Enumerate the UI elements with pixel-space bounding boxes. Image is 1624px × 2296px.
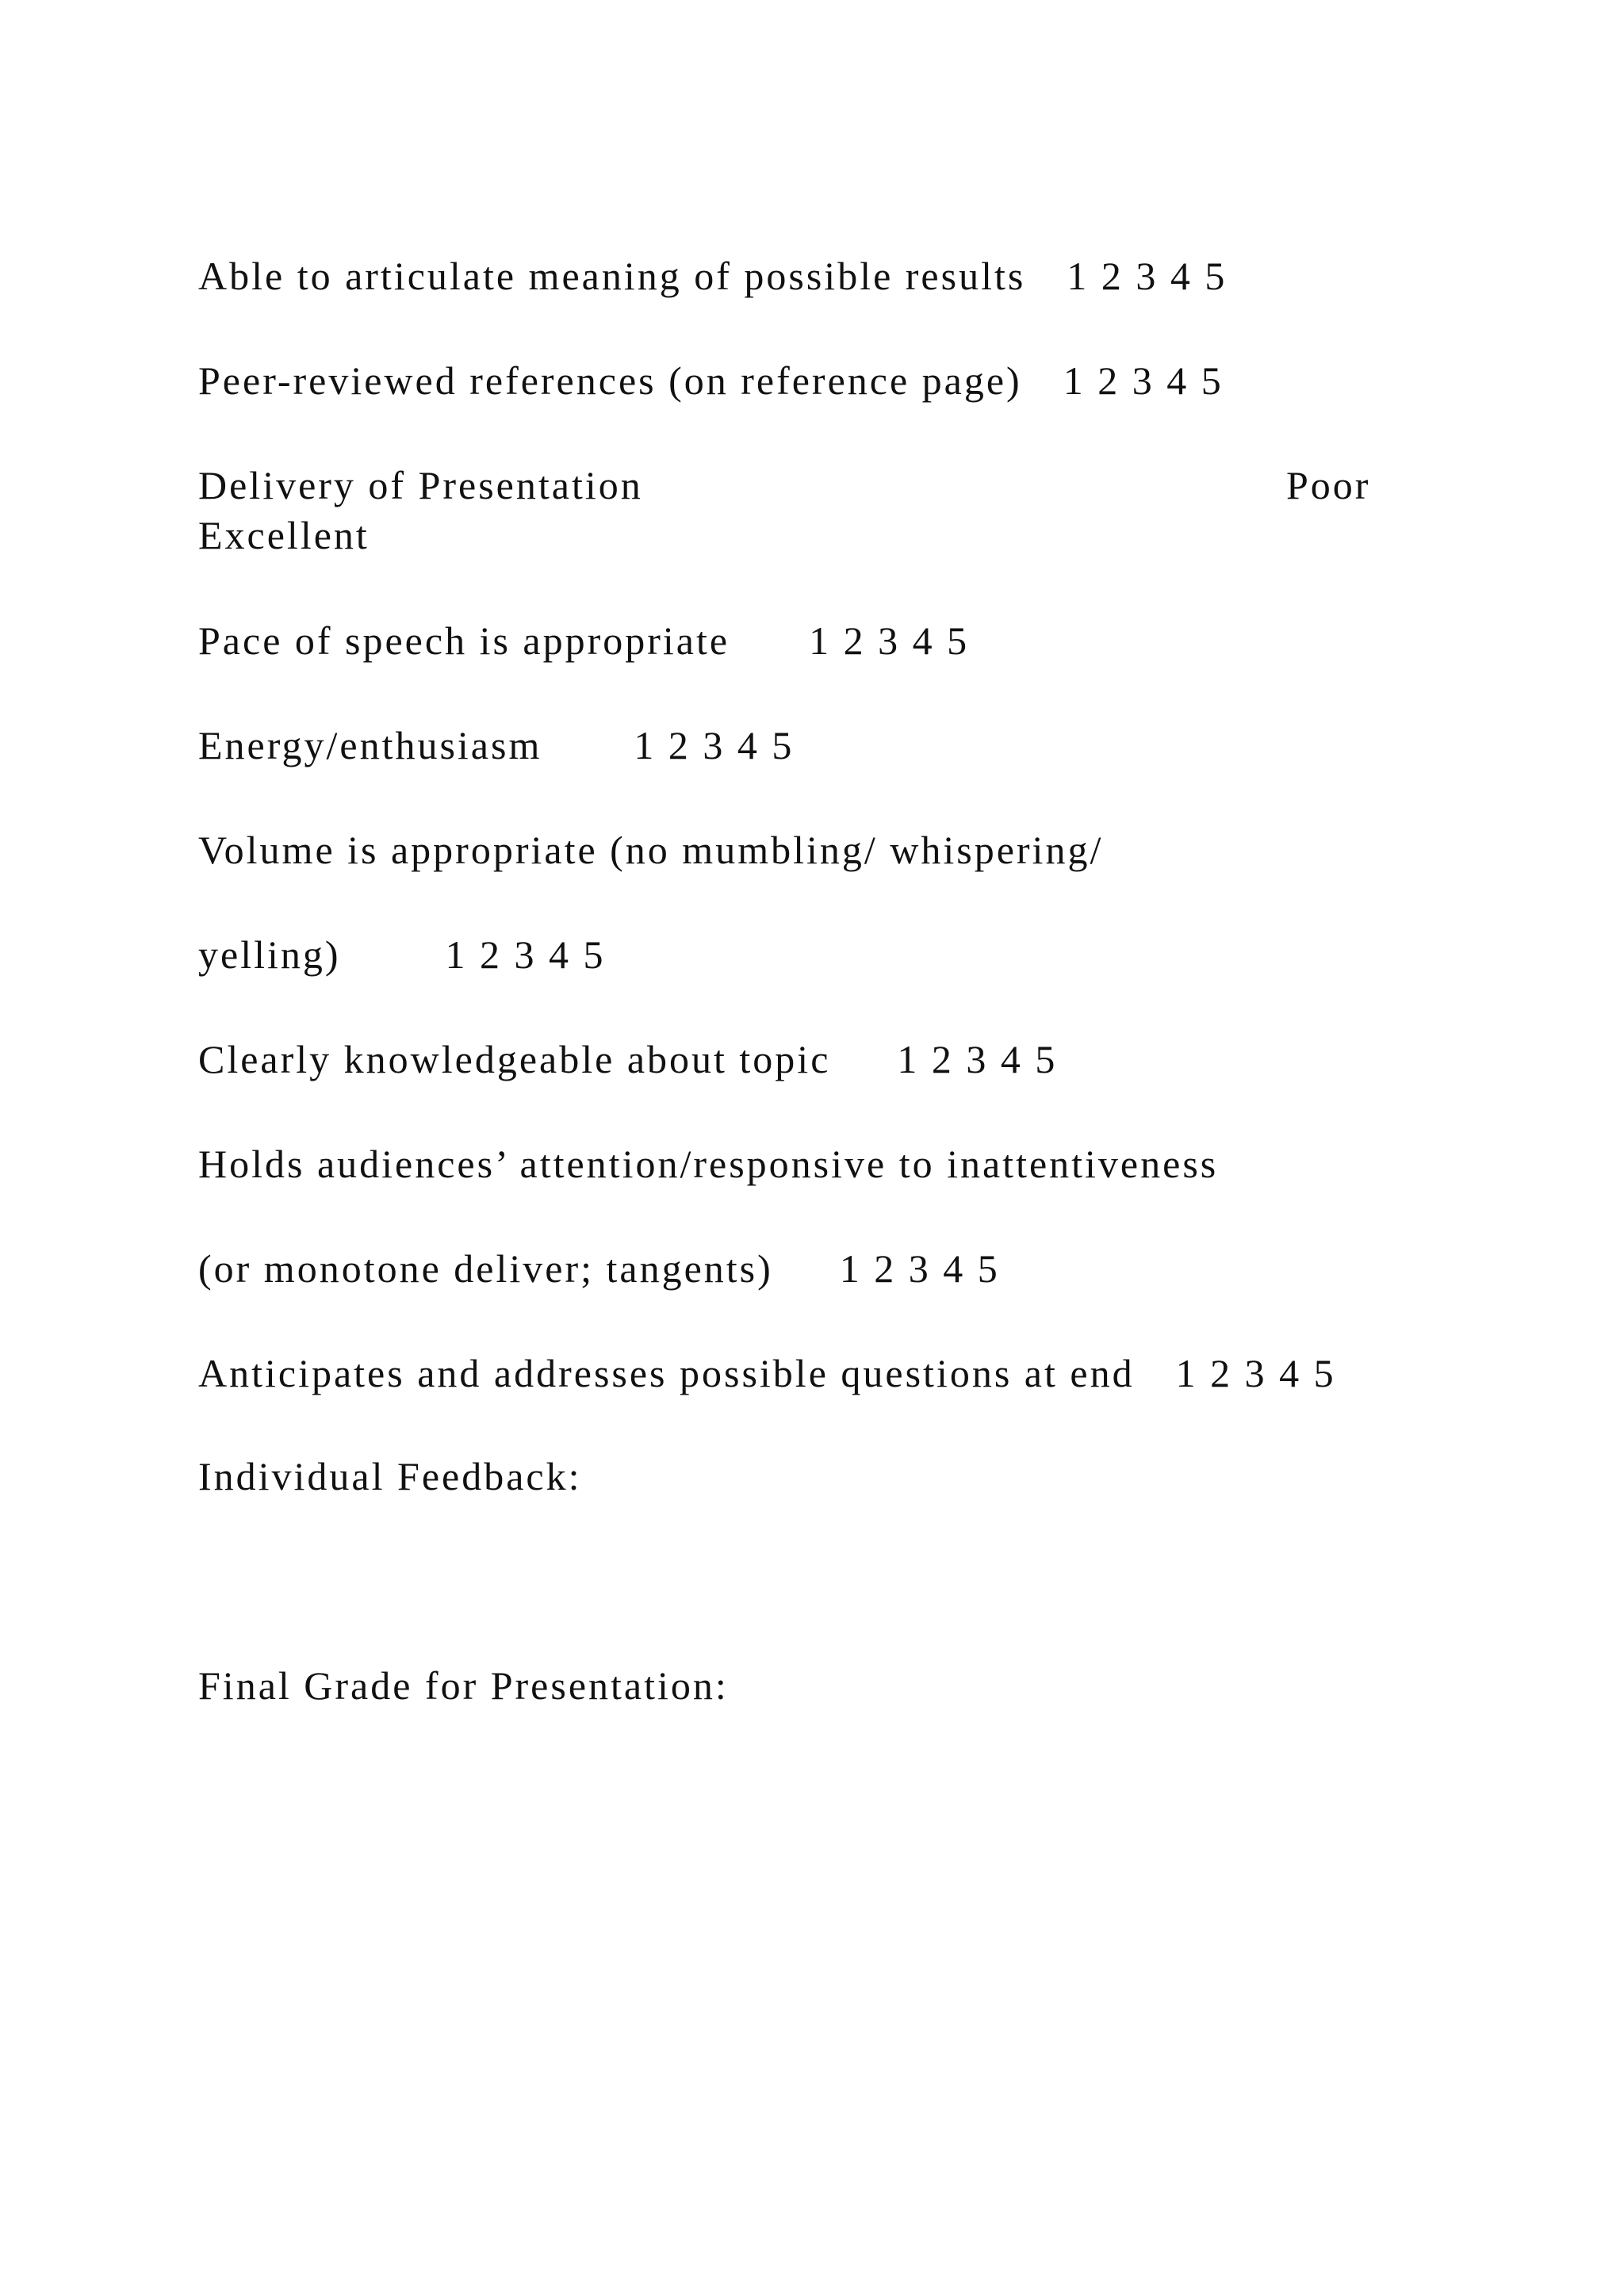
rubric-scale: 1 2 3 4 5 (634, 723, 795, 767)
rubric-item-results (198, 252, 1227, 300)
rubric-item-attention: Holds audiences’ attention/responsive to inattentiveness (198, 1142, 1219, 1186)
rubric-scale: 1 2 3 4 5 (897, 1037, 1058, 1081)
rubric-item-label: Able to articulate meaning of possible results (198, 254, 1026, 298)
rubric-item-label: yelling) (198, 932, 341, 977)
rubric-scale: 1 2 3 4 5 (839, 1246, 1000, 1291)
rubric-scale: 1 2 3 4 5 (1175, 1351, 1336, 1395)
rubric-item-label: Clearly knowledgeable about topic (198, 1037, 831, 1081)
final-grade-label: Final Grade for Presentation: (198, 1663, 729, 1708)
delivery-section-title: Delivery of Presentation (198, 463, 643, 507)
rubric-item-label: Energy/enthusiasm (198, 723, 542, 767)
individual-feedback-label: Individual Feedback: (198, 1454, 582, 1498)
rubric-scale: 1 2 3 4 5 (445, 932, 606, 977)
rubric-item-label: (or monotone deliver; tangents) (198, 1246, 773, 1291)
scale-anchor-poor: Poor (1286, 463, 1371, 507)
rubric-item-volume: Volume is appropriate (no mumbling/ whispering/ (198, 828, 1104, 872)
rubric-scale: 1 2 3 4 5 (1067, 254, 1228, 298)
rubric-item-label: Pace of speech is appropriate (198, 618, 730, 663)
rubric-item-label: Anticipates and addresses possible questions at end (198, 1351, 1135, 1395)
rubric-item-volume-continuation (198, 931, 606, 978)
rubric-scale: 1 2 3 4 5 (809, 618, 970, 663)
scale-anchor-excellent: Excellent (198, 513, 370, 557)
rubric-item-questions (198, 1349, 1336, 1397)
rubric-item-attention-continuation (198, 1245, 1000, 1292)
rubric-item-label: Peer-reviewed references (on reference page) (198, 358, 1022, 403)
rubric-item-references (198, 357, 1224, 404)
rubric-item-energy (198, 721, 794, 769)
rubric-item-knowledge (198, 1035, 1057, 1083)
rubric-scale: 1 2 3 4 5 (1063, 358, 1224, 403)
rubric-item-pace (198, 617, 969, 664)
